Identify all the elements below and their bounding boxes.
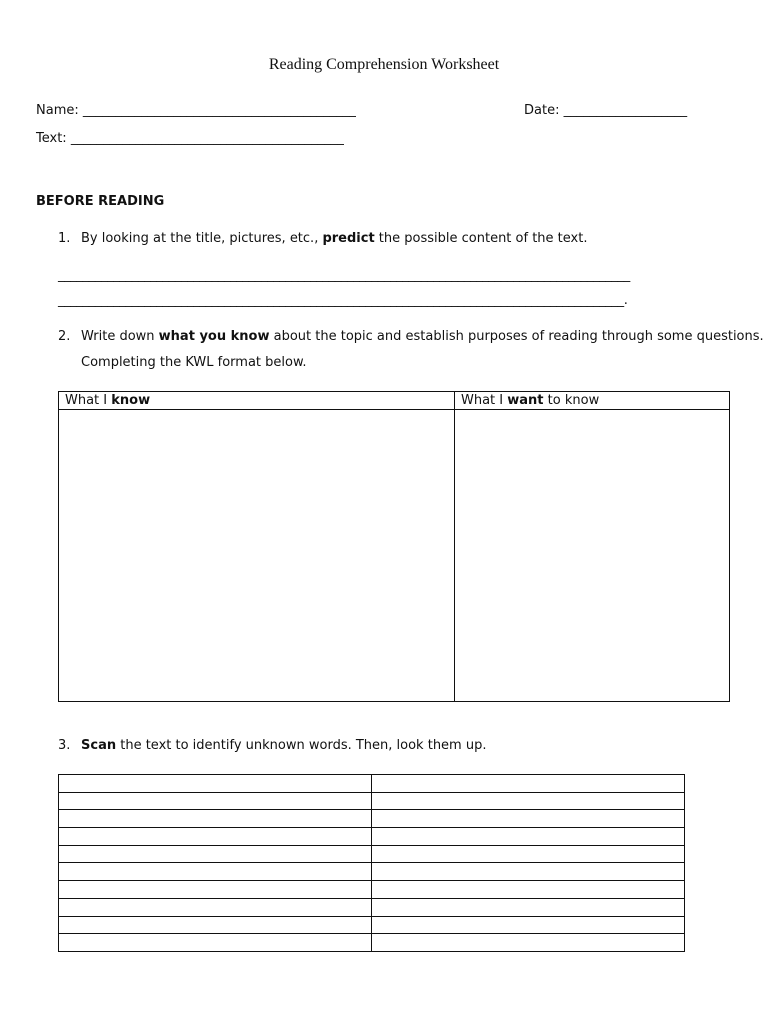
q2-text [81,329,764,344]
kwl-header-want [461,393,599,408]
q3-text [81,738,486,753]
kwl-header-know [65,393,150,408]
meaning-cell[interactable] [372,775,685,793]
table-row [59,845,685,863]
word-cell[interactable] [59,863,372,881]
q3-number: 3. [58,738,71,753]
name-label: Name: [36,103,83,118]
q1-pre: By looking at the title, pictures, etc., [81,231,323,246]
kwl-know-bold: know [111,393,151,408]
vocabulary-table [58,774,685,952]
table-row [59,810,685,828]
text-row [36,131,344,146]
meaning-cell[interactable] [372,810,685,828]
name-field[interactable]: __________________________________________ [82,103,356,118]
worksheet-title: Reading Comprehension Worksheet [268,56,500,73]
kwl-want-post: to know [543,393,600,408]
q1-bold: predict [322,231,375,246]
name-row [36,103,356,118]
word-cell[interactable] [59,775,372,793]
q2-bold: what you know [158,329,270,344]
text-field[interactable]: __________________________________________ [70,131,344,146]
table-row [59,916,685,934]
date-label: Date: [524,103,564,118]
kwl-know-pre: What I [65,393,112,408]
section-heading: BEFORE READING [36,194,165,209]
word-cell[interactable] [59,881,372,899]
word-cell[interactable] [59,810,372,828]
word-cell[interactable] [59,916,372,934]
kwl-know-cell[interactable] [59,410,454,701]
q3-post: the text to identify unknown words. Then, look them up. [116,738,487,753]
q1-answer-line-1[interactable]: _____________________________________________________________________________________________ [58,268,630,283]
kwl-want-pre: What I [461,393,508,408]
kwl-want-bold: want [507,393,544,408]
word-cell[interactable] [59,845,372,863]
meaning-cell[interactable] [372,828,685,846]
word-cell[interactable] [59,792,372,810]
q2-post: about the topic and establish purposes of reading through some questions. [269,329,764,344]
meaning-cell[interactable] [372,792,685,810]
meaning-cell[interactable] [372,845,685,863]
meaning-cell[interactable] [372,881,685,899]
meaning-cell[interactable] [372,916,685,934]
q1-post: the possible content of the text. [374,231,588,246]
q2-text-line-2: Completing the KWL format below. [81,355,307,370]
q3-bold: Scan [81,738,117,753]
kwl-want-cell[interactable] [455,410,729,701]
table-row [59,898,685,916]
table-row [59,792,685,810]
date-field[interactable]: ___________________ [563,103,688,118]
q2-number: 2. [58,329,71,344]
table-row [59,934,685,952]
table-row [59,775,685,793]
table-row [59,863,685,881]
kwl-table [58,391,730,702]
meaning-cell[interactable] [372,898,685,916]
word-cell[interactable] [59,934,372,952]
kwl-header-row [59,392,729,410]
q1-text [81,231,587,246]
meaning-cell[interactable] [372,863,685,881]
table-row [59,828,685,846]
q1-answer-line-2[interactable]: ____________________________________________________________________________________________. [58,293,628,308]
table-row [59,881,685,899]
q1-number: 1. [58,231,71,246]
q2-pre: Write down [81,329,159,344]
word-cell[interactable] [59,828,372,846]
word-cell[interactable] [59,898,372,916]
date-row [524,103,687,118]
meaning-cell[interactable] [372,934,685,952]
text-label: Text: [36,131,71,146]
